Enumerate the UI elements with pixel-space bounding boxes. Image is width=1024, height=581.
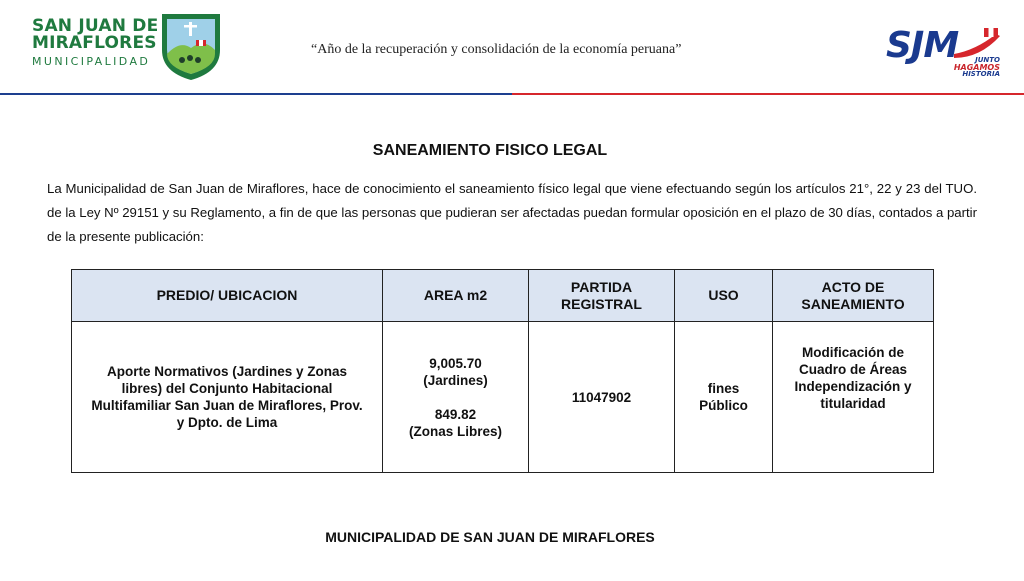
- area-zonas-value: 849.82: [434, 406, 477, 422]
- sjm-logo: [884, 24, 1002, 80]
- cell-acto: [773, 322, 934, 473]
- page-header: [0, 0, 1024, 96]
- area-zonas-label: (Zonas Libres): [408, 423, 502, 439]
- table-row: [72, 322, 934, 473]
- intro-paragraph: La Municipalidad de San Juan de Miraflores, hace de conocimiento el saneamiento físico legal que viene efectuando según los artículos 21°, 22 y 23 del TUO. de la Ley Nº 29151 y su Reglamento, a fin de que las personas que pudieran ser afectadas puedan formular oposición en el plazo de 30 días, contados a partir de la presente publicación:: [47, 181, 978, 244]
- document-title: SANEAMIENTO FISICO LEGAL: [372, 142, 608, 159]
- logo-line-2: MIRAFLORES: [32, 33, 157, 53]
- cell-predio: [72, 322, 383, 473]
- header-divider: [0, 93, 1024, 95]
- acto-text: Modificación de Cuadro de Áreas Independización y titularidad: [794, 345, 912, 411]
- cell-partida: 11047902: [529, 322, 675, 473]
- sjm-tagline-1: JUNTO: [975, 56, 1000, 64]
- municipality-logo: [30, 12, 230, 82]
- predio-text: Aporte Normativos (Jardines y Zonas libres) del Conjunto Habitacional Multifamiliar San Juan de Miraflores, Prov. y Dpto. de Lima: [91, 364, 363, 430]
- sjm-tagline-2: HAGAMOS: [953, 63, 1000, 72]
- logo-line-3: MUNICIPALIDAD: [32, 55, 151, 68]
- header-motto: “Año de la recuperación y consolidación de la economía peruana”: [311, 42, 682, 57]
- cell-area: [383, 322, 529, 473]
- table-header-row: [72, 270, 934, 322]
- header-acto: ACTO DE SANEAMIENTO: [773, 270, 934, 322]
- shield-emblem-icon: [158, 10, 224, 82]
- header-predio: PREDIO/ UBICACION: [72, 270, 383, 322]
- area-jardines-label: (Jardines): [423, 372, 488, 388]
- footer-organization: MUNICIPALIDAD DE SAN JUAN DE MIRAFLORES: [325, 529, 655, 545]
- logo-line-1: SAN JUAN DE: [32, 16, 159, 36]
- cell-uso: [675, 322, 773, 473]
- area-jardines-value: 9,005.70: [429, 355, 482, 371]
- header-partida: PARTIDA REGISTRAL: [529, 270, 675, 322]
- sjm-wordmark: SJM: [886, 25, 959, 66]
- sjm-tagline: [950, 57, 1000, 78]
- header-area: AREA m2: [383, 270, 529, 322]
- saneamiento-table: [71, 269, 934, 473]
- sjm-tagline-3: HISTORIA: [962, 70, 1000, 78]
- header-uso: USO: [675, 270, 773, 322]
- logo-wordmark: [32, 16, 159, 68]
- uso-text: fines Público: [699, 381, 748, 413]
